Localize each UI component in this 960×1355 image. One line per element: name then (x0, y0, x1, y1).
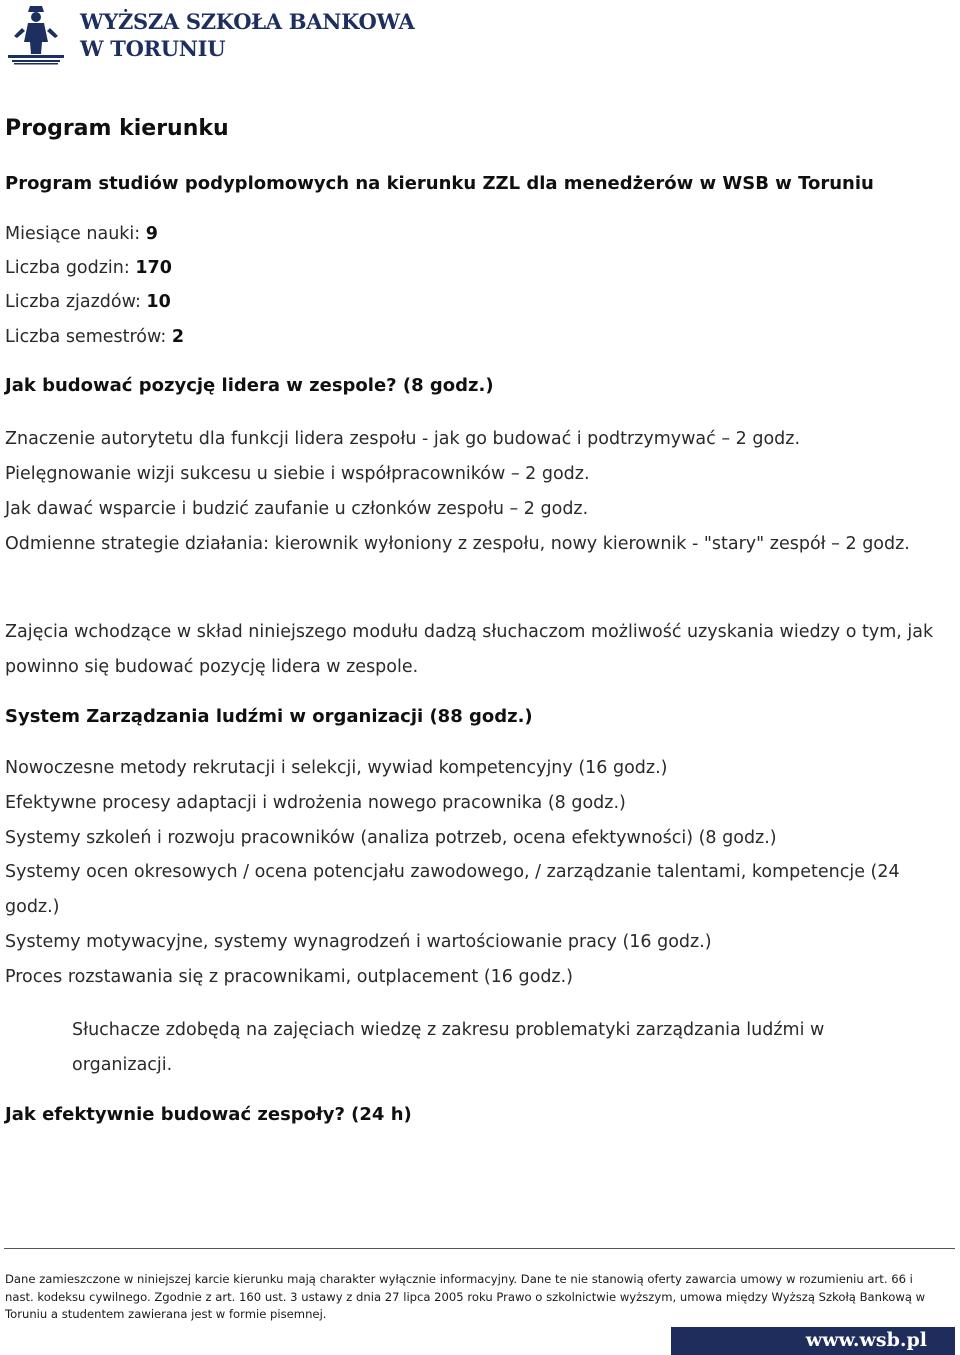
page-title: Program kierunku (5, 116, 229, 141)
website-bar[interactable] (671, 1327, 955, 1355)
module-1-item: Odmienne strategie działania: kierownik wyłoniony z zespołu, nowy kierownik - "stary" zespół – 2 godz. (5, 534, 910, 554)
module-2-description: Słuchacze zdobędą na zajęciach wiedzę z zakresu problematyki zarządzania ludźmi w organizacji. (72, 1020, 825, 1075)
logo-line-2: W TORUNIU (80, 36, 226, 61)
module-2-item: Systemy ocen okresowych / ocena potencjału zawodowego, / zarządzanie talentami, kompetencje (24 godz.) (5, 862, 900, 917)
website-link[interactable]: www.wsb.pl (805, 1329, 927, 1351)
fact-months: Miesiące nauki: 9 (5, 224, 158, 244)
fact-semesters: Liczba semestrów: 2 (5, 327, 185, 347)
module-1-item: Jak dawać wsparcie i budzić zaufanie u członków zespołu – 2 godz. (5, 499, 589, 519)
module-3-title: Jak efektywnie budować zespoły? (24 h) (5, 1104, 412, 1125)
module-1-title: Jak budować pozycję lidera w zespole? (8 godz.) (5, 375, 494, 396)
page-header (0, 0, 960, 70)
program-subtitle: Program studiów podyplomowych na kierunku ZZL dla menedżerów w WSB w Toruniu (5, 173, 874, 194)
module-2-item: Efektywne procesy adaptacji i wdrożenia nowego pracownika (8 godz.) (5, 793, 626, 813)
logo-line-1: WYŻSZA SZKOŁA BANKOWA (80, 9, 415, 34)
module-1-description: Zajęcia wchodzące w skład niniejszego modułu dadzą słuchaczom możliwość uzyskania wiedzy o tym, jak powinno się budować pozycję lidera w zespole. (5, 622, 934, 677)
footer-disclaimer: Dane zamieszczone w niniejszej karcie kierunku mają charakter wyłącznie informacyjny. Dane te nie stanowią oferty zawarcia umowy w rozumieniu art. 66 i nast. kodeksu cywilnego. Zgodnie z art. 160 ust. 3 ustawy z dnia 27 lipca 2005 roku Prawo o szkolnictwie wyższym, umowa między Wyższą Szkołą Bankową w Toruniu a studentem zawierana jest w formie pisemnej. (5, 1272, 926, 1321)
module-2-title: System Zarządzania ludźmi w organizacji (88 godz.) (5, 706, 533, 727)
fact-meetings: Liczba zjazdów: 10 (5, 292, 171, 312)
university-emblem-icon (4, 2, 68, 66)
module-1-item: Znaczenie autorytetu dla funkcji lidera zespołu - jak go budować i podtrzymywać – 2 godz. (5, 429, 801, 449)
university-name-logo (80, 8, 414, 62)
module-1-item: Pielęgnowanie wizji sukcesu u siebie i współpracowników – 2 godz. (5, 464, 590, 484)
module-2-item: Systemy motywacyjne, systemy wynagrodzeń i wartościowanie pracy (16 godz.) (5, 932, 712, 952)
fact-hours: Liczba godzin: 170 (5, 258, 172, 278)
footer-divider (4, 1248, 955, 1249)
module-2-item: Systemy szkoleń i rozwoju pracowników (analiza potrzeb, ocena efektywności) (8 godz.) (5, 828, 777, 848)
module-2-item: Proces rozstawania się z pracownikami, outplacement (16 godz.) (5, 967, 574, 987)
module-2-item: Nowoczesne metody rekrutacji i selekcji, wywiad kompetencyjny (16 godz.) (5, 758, 668, 778)
